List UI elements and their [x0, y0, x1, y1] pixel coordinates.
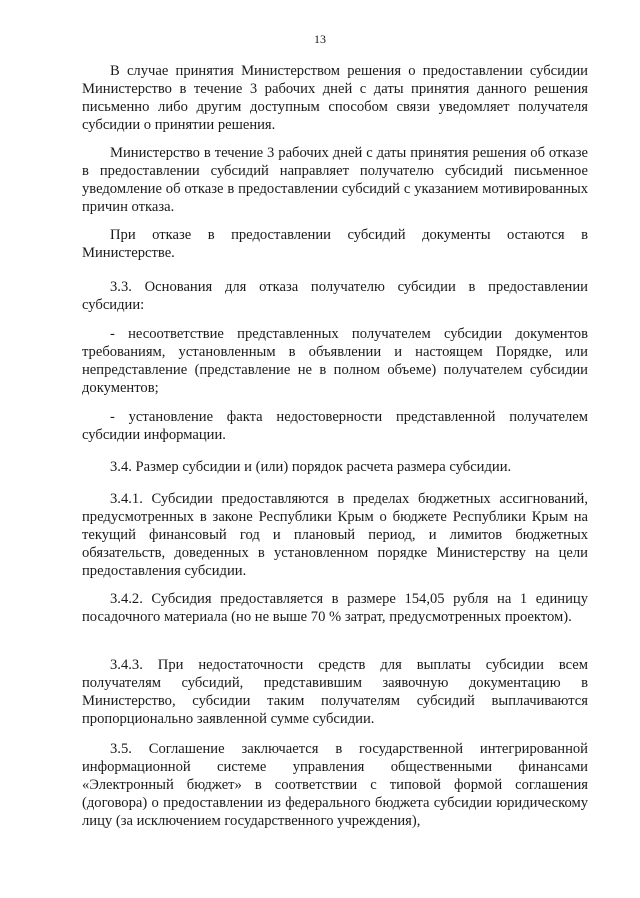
- paragraph-text: 3.4.3. При недостаточности средств для выплаты субсидии всем получателям субсидий, представившим заявочную документацию в Министерство, субсидии таким получателям субсидий выплачиваются пропорционально заявленной сумме субсидии.: [82, 657, 588, 727]
- paragraph-3-5: [82, 740, 588, 830]
- paragraph-refusal-reason-2: [82, 408, 588, 444]
- paragraph-text: 3.5. Соглашение заключается в государственной интегрированной информационной системе управления общественными финансами «Электронный бюджет» в соответствии с типовой формой соглашения (договора) о предоставлении из федерального бюджета субсидии юридическому лицу (за исключением государственного учреждения),: [82, 741, 588, 829]
- paragraph-text: В случае принятия Министерством решения о предоставлении субсидии Министерство в течение 3 рабочих дней с даты принятия данного решения письменно либо другим доступным способом связи уведомляет получателя субсидии о принятии решения.: [82, 63, 588, 133]
- paragraph-text: - несоответствие представленных получателем субсидии документов требованиям, установленным в объявлении и настоящем Порядке, или непредставление (представление не в полном объеме) получателем субсидии документов;: [82, 326, 588, 396]
- page-number: 13: [314, 32, 326, 46]
- paragraph-documents-retained: [82, 226, 588, 262]
- paragraph-refusal-notice: [82, 144, 588, 216]
- paragraph-refusal-reason-1: [82, 325, 588, 397]
- paragraph-approval-notice: [82, 62, 588, 134]
- paragraph-text: Министерство в течение 3 рабочих дней с даты принятия решения об отказе в предоставлении субсидий направляет получателю субсидий письменное уведомление об отказе в предоставлении субсидий с указанием мотивированных причин отказа.: [82, 145, 588, 215]
- paragraph-text: 3.4.1. Субсидии предоставляются в пределах бюджетных ассигнований, предусмотренных в законе Республики Крым о бюджете Республики Крым на текущий финансовый год и плановый период, и лимитов бюджетных обязательств, доведенных в установленном порядке Министерству на цели предоставления субсидии.: [82, 491, 588, 579]
- paragraph-text: 3.4. Размер субсидии и (или) порядок расчета размера субсидии.: [110, 459, 512, 475]
- paragraph-text: 3.3. Основания для отказа получателю субсидии в предоставлении субсидии:: [82, 279, 588, 313]
- paragraph-3-4-2: [82, 590, 588, 626]
- paragraph-text: 3.4.2. Субсидия предоставляется в размере 154,05 рубля на 1 единицу посадочного материала (но не выше 70 % затрат, предусмотренных проектом).: [82, 591, 588, 625]
- paragraph-3-4: [82, 458, 588, 476]
- paragraph-3-4-1: [82, 490, 588, 580]
- paragraph-text: - установление факта недостоверности представленной получателем субсидии информации.: [82, 409, 588, 443]
- paragraph-3-3: [82, 278, 588, 314]
- paragraph-3-4-3: [82, 656, 588, 728]
- paragraph-text: При отказе в предоставлении субсидий документы остаются в Министерстве.: [82, 227, 588, 261]
